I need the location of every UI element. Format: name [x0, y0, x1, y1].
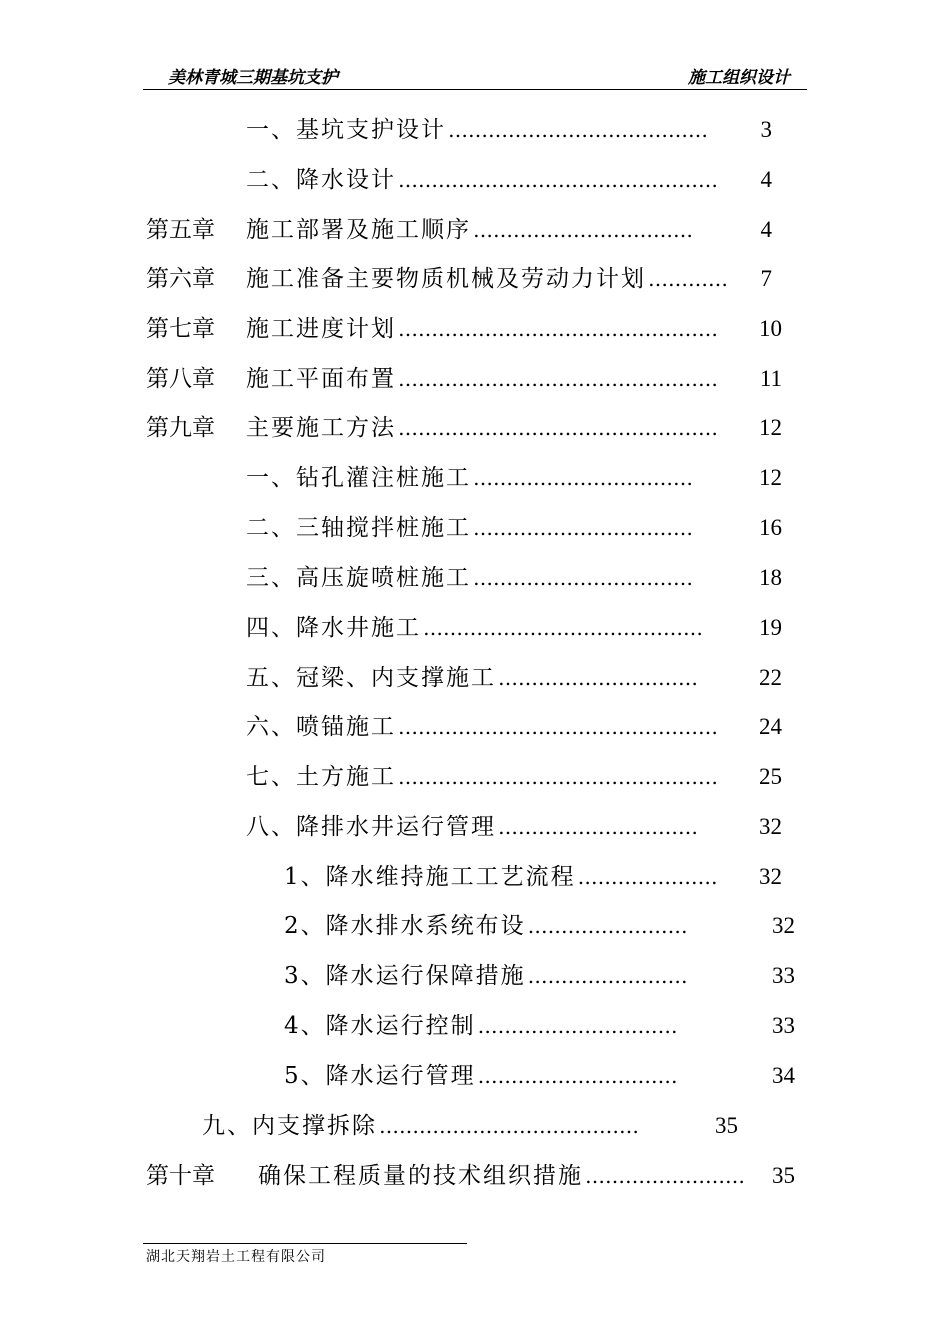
toc-leader: ……………………………: [473, 466, 693, 490]
toc-title: 三、高压旋喷桩施工: [246, 565, 471, 591]
toc-page-number: 33: [772, 963, 795, 988]
toc-entry: [284, 1060, 795, 1092]
toc-entry: [202, 1110, 738, 1142]
toc-leader: ……………………………………: [423, 616, 703, 640]
toc-title: 五、冠梁、内支撑施工: [246, 665, 496, 691]
toc-title: 施工部署及施工顺序: [246, 217, 471, 243]
toc-entry: [146, 263, 772, 295]
toc-leader: ……………………: [527, 914, 688, 938]
toc-leader: …………: [648, 267, 728, 291]
toc-page-number: 24: [759, 714, 782, 739]
toc-page-number: 33: [772, 1013, 795, 1038]
toc-entry: [146, 363, 782, 395]
toc-entry: [246, 662, 782, 694]
toc-title: 七、土方施工: [246, 764, 396, 790]
toc-title: 六、喷锚施工: [246, 714, 396, 740]
toc-chapter-label: 第五章: [146, 217, 215, 243]
toc-entry: [246, 114, 772, 146]
toc-title: 二、三轴搅拌桩施工: [246, 515, 471, 541]
toc-entry: [146, 412, 782, 444]
toc-page-number: 35: [715, 1113, 738, 1138]
toc-leader: ……………………………: [473, 218, 693, 242]
toc-leader: …………………………………………: [398, 317, 718, 341]
toc-title: 一、钻孔灌注桩施工: [246, 465, 471, 491]
toc-leader: ……………………: [585, 1164, 745, 1188]
header-divider: [143, 89, 807, 90]
toc-leader: …………………………………………: [398, 416, 718, 440]
toc-page-number: 35: [772, 1163, 795, 1188]
toc-page-number: 16: [759, 515, 782, 540]
toc-title: 4、降水运行控制: [284, 1013, 476, 1039]
toc-title: 施工进度计划: [246, 316, 396, 342]
toc-leader: …………………………………………: [398, 765, 718, 789]
toc-page-number: 10: [759, 316, 782, 341]
toc-page-number: 32: [759, 864, 782, 889]
toc-entry: [284, 1010, 795, 1042]
header-document-type: 施工组织设计: [688, 68, 790, 88]
toc-title: 八、降排水井运行管理: [246, 814, 496, 840]
toc-title: 5、降水运行管理: [284, 1063, 476, 1089]
toc-page-number: 4: [760, 167, 772, 192]
toc-leader: …………………………………: [379, 1114, 639, 1138]
toc-title: 1、降水维持施工工艺流程: [284, 864, 576, 890]
toc-page-number: 12: [759, 415, 782, 440]
toc-page-number: 19: [759, 615, 782, 640]
toc-title: 确保工程质量的技术组织措施: [258, 1163, 583, 1189]
toc-entry: [246, 612, 782, 644]
footer-divider: [143, 1243, 467, 1244]
toc-chapter-label: 第六章: [146, 266, 215, 292]
toc-entry: [146, 313, 782, 345]
toc-title: 2、降水排水系统布设: [284, 913, 526, 939]
toc-entry: [246, 711, 782, 743]
toc-leader: …………………………: [498, 666, 698, 690]
toc-page-number: 32: [772, 913, 795, 938]
toc-title: 施工准备主要物质机械及劳动力计划: [246, 266, 646, 292]
toc-entry: [246, 761, 782, 793]
toc-entry: [246, 512, 782, 544]
toc-title: 施工平面布置: [246, 366, 396, 392]
toc-leader: ……………………………: [473, 566, 693, 590]
toc-page-number: 3: [760, 117, 772, 142]
header-project-title: 美林青城三期基坑支护: [168, 68, 338, 88]
toc-entry: [246, 462, 782, 494]
toc-title: 3、降水运行保障措施: [284, 963, 526, 989]
toc-page-number: 22: [759, 665, 782, 690]
toc-leader: …………………………………: [448, 118, 708, 142]
toc-chapter-label: 第十章: [146, 1163, 215, 1189]
toc-leader: …………………………: [498, 815, 698, 839]
toc-leader: …………………………………………: [398, 367, 718, 391]
toc-leader: …………………………: [477, 1064, 678, 1088]
toc-page-number: 34: [772, 1063, 795, 1088]
toc-page-number: 18: [759, 565, 782, 590]
toc-page-number: 7: [760, 266, 772, 291]
toc-entry: [284, 910, 795, 942]
toc-title: 主要施工方法: [246, 415, 396, 441]
toc-chapter-label: 第九章: [146, 415, 215, 441]
toc-leader: ……………………: [527, 964, 688, 988]
toc-entry: [146, 1160, 795, 1192]
toc-entry: [146, 214, 772, 246]
toc-title: 一、基坑支护设计: [246, 117, 446, 143]
footer-company-name: 湖北天翔岩土工程有限公司: [146, 1249, 326, 1265]
toc-page-number: 11: [759, 366, 782, 391]
toc-entry: [246, 164, 772, 196]
toc-chapter-label: 第八章: [146, 366, 215, 392]
toc-leader: …………………………………………: [398, 715, 718, 739]
toc-entry: [284, 861, 782, 893]
toc-page-number: 32: [759, 814, 782, 839]
toc-entry: [246, 811, 782, 843]
toc-title: 九、内支撑拆除: [202, 1113, 377, 1139]
toc-page-number: 4: [760, 217, 772, 242]
toc-chapter-label: 第七章: [146, 316, 215, 342]
toc-leader: …………………………: [477, 1014, 678, 1038]
toc-page-number: 25: [759, 764, 782, 789]
toc-page-number: 12: [759, 465, 782, 490]
toc-entry: [284, 960, 795, 992]
toc-leader: …………………: [577, 865, 718, 889]
toc-title: 二、降水设计: [246, 167, 396, 193]
toc-title: 四、降水井施工: [246, 615, 421, 641]
toc-entry: [246, 562, 782, 594]
toc-leader: …………………………………………: [398, 168, 718, 192]
toc-leader: ……………………………: [473, 516, 693, 540]
